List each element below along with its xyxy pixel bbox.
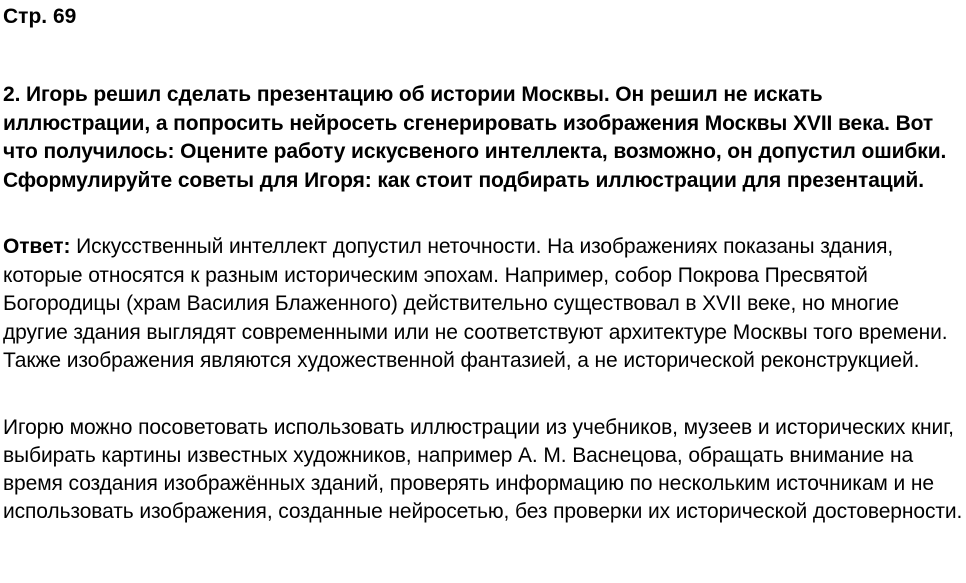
answer-paragraph [3, 233, 963, 376]
page-number: Стр. 69 [3, 5, 77, 28]
task-question: 2. Игорь решил сделать презентацию об истории Москвы. Он решил не искать иллюстрации, а попросить нейросеть сгенерировать изображения Москвы XVII века. Вот что получилось: Оцените работу искусвеного интеллекта, возможно, он допустил ошибки. Сформулируйте советы для Игоря: как стоит подбирать иллюстрации для презентаций. [3, 83, 947, 192]
answer-text: Искусственный интеллект допустил неточности. На изображениях показаны здания, которые относятся к разным историческим эпохам. Например, собор Покрова Пресвятой Богородицы (храм Василия Блаженного) действительно существовал в XVII веке, но многие другие здания выглядят современными или не соответствуют архитектуре Москвы того времени. Также изображения являются художественной фантазией, а не исторической реконструкцией. [3, 235, 948, 372]
advice-paragraph: Игорю можно посоветовать использовать иллюстрации из учебников, музеев и исторических книг, выбирать картины известных художников, например А. М. Васнецова, обращать внимание на время создания изображённых зданий, проверять информацию по нескольким источникам и не использовать изображения, созданные нейросетью, без проверки их исторической достоверности. [3, 416, 963, 523]
answer-label: Ответ: [3, 235, 71, 258]
